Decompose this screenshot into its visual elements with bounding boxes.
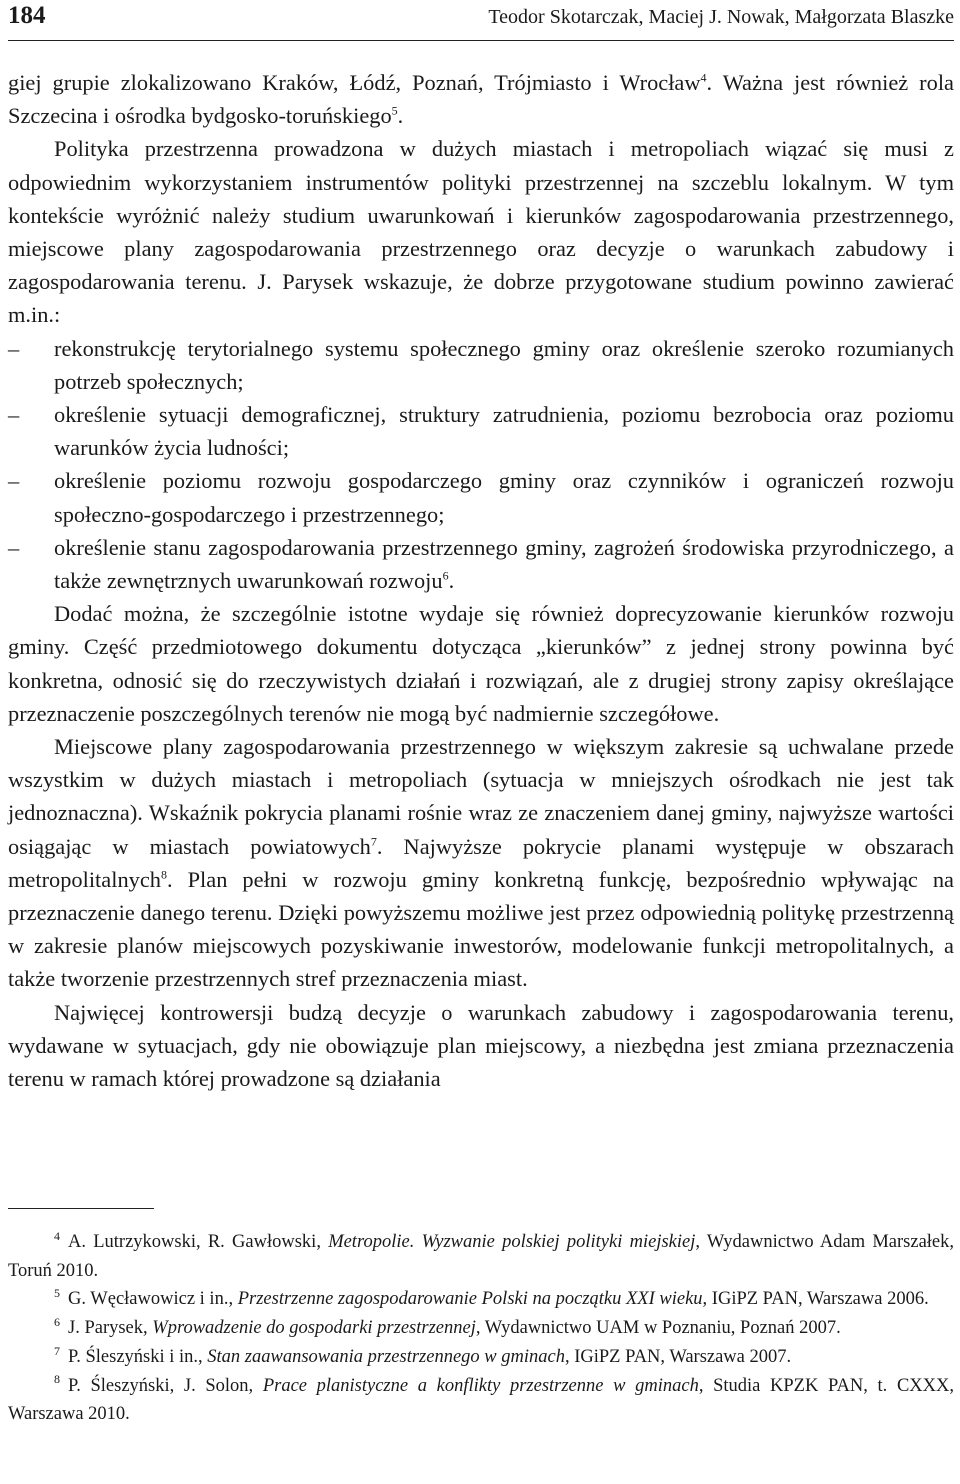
footnote <box>8 1372 954 1429</box>
footnote-ref-5: 5 <box>391 103 398 118</box>
list-item <box>8 464 954 530</box>
paragraph-1-text-b: . Ważna jest również rola Szczecina i ośrodka bydgosko-toruńskiego <box>8 70 954 129</box>
footnote-publisher: , IGiPZ PAN, Warszawa 2007. <box>564 1346 792 1367</box>
list-item <box>8 398 954 464</box>
footnote-title: Stan zaawansowania przestrzennego w gminach <box>207 1346 565 1367</box>
list-item-text: określenie poziomu rozwoju gospodarczego gminy oraz czynników i ograniczeń rozwoju społeczno-gospodarczego i przestrzennego; <box>54 468 954 527</box>
dash-marker: – <box>8 534 20 560</box>
footnotes <box>8 1228 954 1429</box>
footnote <box>8 1228 954 1285</box>
footnote-title: Przestrzenne zagospodarowanie Polski na początku XXI wieku <box>237 1289 703 1310</box>
paragraph-4-text-c: . Plan pełni w rozwoju gminy konkretną funkcję, bezpośrednio wpływając na przeznaczenie danego terenu. Dzięki powyższemu możliwe jest przez odpowiednią politykę przestrzenną w zakresie planów miejscowych pozyskiwanie inwestorów, modelowanie funkcji metropolitalnych, a także tworzenie przestrzennych stref przeznaczenia miast. <box>8 866 954 992</box>
footnote-number: 7 <box>54 1343 60 1358</box>
page-number: 184 <box>8 2 46 29</box>
footnote-author: P. Śleszyński, J. Solon, <box>68 1375 263 1396</box>
dash-marker: – <box>8 468 20 494</box>
footnote-author: G. Węcławowicz i in., <box>68 1289 238 1310</box>
list-item <box>8 531 954 597</box>
footnote-title: Prace planistyczne a konflikty przestrzenne w gminach <box>262 1375 699 1396</box>
list-item-text: określenie stanu zagospodarowania przestrzennego gminy, zagrożeń środowiska przyrodniczego, a także zewnętrznych uwarunkowań rozwoju <box>54 534 954 594</box>
paragraph-1-text-a: giej grupie zlokalizowano Kraków, Łódź, Poznań, Trójmiasto i Wrocław <box>8 70 701 95</box>
footnote-number: 6 <box>54 1314 60 1329</box>
footnote-publisher: , IGiPZ PAN, Warszawa 2006. <box>702 1289 929 1310</box>
dash-marker: – <box>8 335 20 361</box>
footnote-title: Wprowadzenie do gospodarki przestrzennej <box>152 1318 476 1339</box>
footnote-ref-4: 4 <box>700 70 707 85</box>
footnote-author: P. Śleszyński i in., <box>68 1346 208 1367</box>
dash-marker: – <box>8 402 20 428</box>
footnote-publisher: , Studia KPZK PAN, t. CXXX, Warszawa 2010. <box>8 1375 954 1425</box>
bullet-list <box>8 332 954 598</box>
paragraph-5: Najwięcej kontrowersji budzą decyzje o warunkach zabudowy i zagospodarowania terenu, wydawane w sytuacjach, gdy nie obowiązuje plan miejscowy, a niezbędna jest zmiana przeznaczenia terenu w ramach której prowadzone są działania <box>8 999 954 1092</box>
list-item-end: . <box>448 568 455 594</box>
footnote-ref-6: 6 <box>442 568 449 583</box>
footnote-number: 4 <box>54 1228 60 1243</box>
paragraph-1 <box>8 66 954 132</box>
running-header-authors: Teodor Skotarczak, Maciej J. Nowak, Małgorzata Blaszke <box>488 6 954 28</box>
footnote-author: J. Parysek, <box>68 1318 153 1339</box>
running-header <box>8 0 954 41</box>
paragraph-4-text-b: . Najwyższe pokrycie planami występuje w obszarach metropolitalnych <box>8 833 954 892</box>
footnote-number: 5 <box>54 1286 60 1301</box>
footnote <box>8 1314 954 1343</box>
footnote-author: A. Lutrzykowski, R. Gawłowski, <box>68 1232 329 1252</box>
paragraph-2: Polityka przestrzenna prowadzona w dużych miastach i metropoliach wiązać się musi z odpowiednim wykorzystaniem instrumentów polityki przestrzennej na szczeblu lokalnym. W tym kontekście wyróżnić należy studium uwarunkowań i kierunków zagospodarowania przestrzennego, miejscowe plany zagospodarowania przestrzennego oraz decyzje o warunkach zabudowy i zagospodarowania terenu. J. Parysek wskazuje, że dobrze przygotowane studium powinno zawierać m.in.: <box>8 136 954 328</box>
paragraph-1-text-c: . <box>397 103 404 129</box>
paragraph-4-text-a: Miejscowe plany zagospodarowania przestrzennego w większym zakresie są uchwalane przede wszystkim w dużych miastach i metropoliach (sytuacja w mniejszych ośrodkach nie jest tak jednoznaczna). Wskaźnik pokrycia planami rośnie wraz ze znaczeniem danej gminy, najwyższe wartości osiągając w miastach powiatowych <box>8 734 954 859</box>
footnote-title: Metropolie. Wyzwanie polskiej polityki miejskiej <box>328 1232 696 1252</box>
footnote-number: 8 <box>54 1372 60 1387</box>
footnote-publisher: , Wydawnictwo UAM w Poznaniu, Poznań 2007. <box>475 1318 841 1339</box>
paragraph-4 <box>8 730 954 996</box>
footnote <box>8 1285 954 1314</box>
footnote <box>8 1343 954 1372</box>
paragraph-3: Dodać można, że szczególnie istotne wydaje się również doprecyzowanie kierunków rozwoju gminy. Część przedmiotowego dokumentu dotycząca „kierunków” z jednej strony powinna być konkretna, odnosić się do rzeczywistych działań i rozwiązań, ale z drugiej strony zapisy określające przeznaczenie poszczególnych terenów nie mogą być nadmiernie szczegółowe. <box>8 601 954 726</box>
footnote-ref-8: 8 <box>160 867 167 882</box>
main-text <box>8 66 954 1095</box>
footnote-ref-7: 7 <box>370 834 377 849</box>
footnote-publisher: , Wydawnictwo Adam Marszałek, Toruń 2010. <box>8 1232 955 1281</box>
list-item <box>8 332 954 398</box>
list-item-text: rekonstrukcję terytorialnego systemu społecznego gminy oraz określenie szeroko rozumianych potrzeb społecznych; <box>54 335 954 394</box>
list-item-text: określenie sytuacji demograficznej, struktury zatrudnienia, poziomu bezrobocia oraz poziomu warunków życia ludności; <box>54 402 954 461</box>
footnote-separator <box>8 1208 154 1209</box>
